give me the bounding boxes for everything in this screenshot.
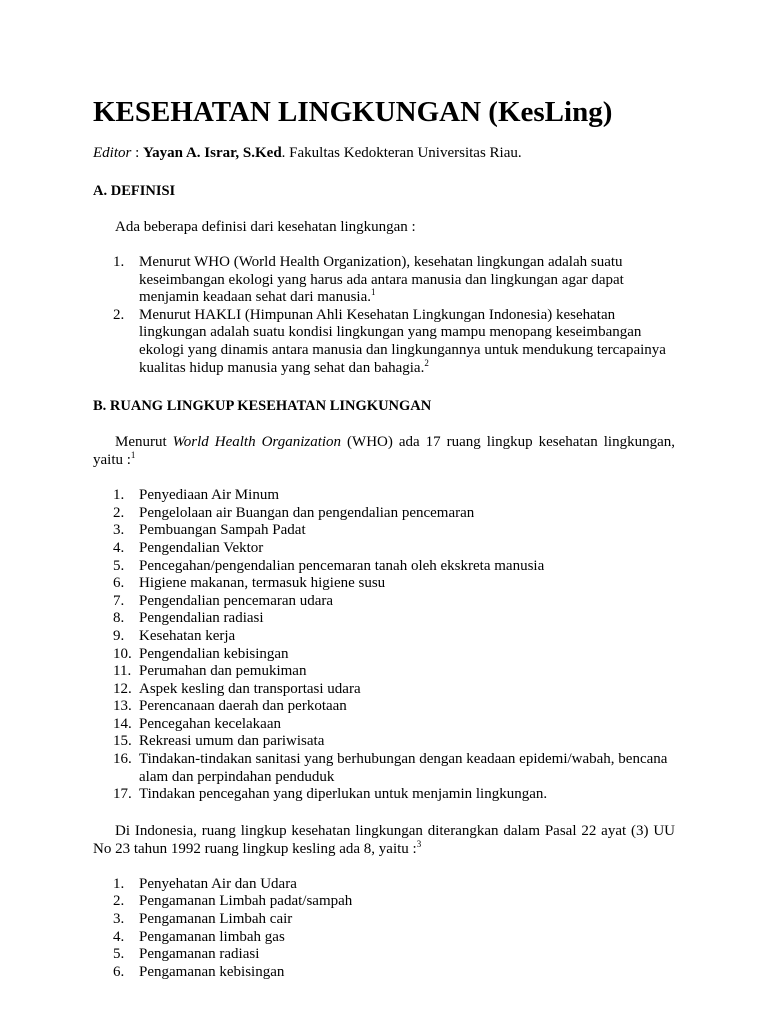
list-item — [93, 505, 675, 523]
list-item — [93, 929, 675, 947]
section-a-heading: A. DEFINISI — [93, 183, 176, 199]
list-item-text: Penyehatan Air dan Udara — [139, 875, 297, 892]
editor-label: Editor — [93, 145, 132, 161]
list-item-number: 6. — [113, 575, 125, 592]
list-item-number: 2. — [113, 893, 125, 910]
list-item-number: 13. — [113, 698, 132, 715]
footnote-ref: 3 — [416, 838, 422, 849]
list-item — [93, 575, 675, 593]
list-item-number: 3. — [113, 911, 125, 928]
list-item-text: Rekreasi umum dan pariwisata — [139, 733, 325, 750]
list-item — [93, 876, 675, 894]
list-item-number: 15. — [113, 733, 132, 750]
list-item — [93, 893, 675, 911]
list-item-text: Menurut WHO (World Health Organization), kesehatan lingkungan adalah suatu keseimbangan ekologi yang harus ada antara manusia dan lingkungan agar dapat menjamin keadaan sehat dari manusia. — [139, 254, 624, 306]
list-item — [93, 786, 675, 804]
indonesia-paragraph — [93, 822, 675, 858]
list-item — [93, 254, 675, 307]
section-b-intro-post: (WHO) ada 17 ruang lingkup kesehatan lingkungan, yaitu : — [93, 434, 675, 469]
list-item-number: 6. — [113, 963, 125, 980]
list-item-number: 7. — [113, 592, 125, 609]
list-item-number: 8. — [113, 610, 125, 627]
editor-separator: : — [131, 145, 144, 161]
section-b-heading: B. RUANG LINGKUP KESEHATAN LINGKUNGAN — [93, 398, 432, 415]
list-item-number: 11. — [113, 663, 132, 680]
list-item-text: Pengendalian kebisingan — [139, 645, 289, 662]
footnote-ref: 1 — [371, 287, 376, 298]
list-item-number: 5. — [113, 557, 125, 574]
list-item — [93, 487, 675, 505]
list-item — [93, 628, 675, 646]
list-item — [93, 610, 675, 628]
list-item-number: 10. — [113, 645, 132, 662]
list-item-number: 3. — [113, 522, 125, 539]
list-item-text: Pengendalian pencemaran udara — [139, 592, 334, 609]
list-item-text: Pengendalian radiasi — [139, 610, 264, 627]
list-item-number: 4. — [113, 928, 125, 945]
list-item — [93, 964, 675, 982]
list-item-number: 1. — [113, 487, 125, 504]
list-item — [93, 307, 675, 377]
who-scope-list — [93, 487, 675, 804]
list-item-text: Menurut HAKLI (Himpunan Ahli Kesehatan Lingkungan Indonesia) kesehatan lingkungan adalah suatu kondisi lingkungan yang mampu menopang keseimbangan ekologi yang dinamis antara manusia dan lingkungannya untuk mendukung tercapainya kualitas hidup manusia yang sehat dan bahagia. — [139, 306, 666, 376]
list-item-text: Higiene makanan, termasuk higiene susu — [139, 575, 386, 592]
list-item-text: Pengamanan Limbah padat/sampah — [139, 893, 353, 910]
list-item-text: Pencegahan/pengendalian pencemaran tanah oleh ekskreta manusia — [139, 557, 545, 574]
section-a-intro: Ada beberapa definisi dari kesehatan lingkungan : — [115, 219, 416, 235]
list-item — [93, 733, 675, 751]
list-item-text: Pengamanan Limbah cair — [139, 911, 293, 928]
list-item — [93, 522, 675, 540]
list-item — [93, 698, 675, 716]
list-item-number: 5. — [113, 946, 125, 963]
list-item — [93, 716, 675, 734]
list-item-number: 1. — [113, 875, 125, 892]
list-item-text: Pencegahan kecelakaan — [139, 715, 281, 732]
list-item-number: 17. — [113, 786, 132, 803]
definition-list — [93, 254, 675, 377]
footnote-ref: 2 — [424, 357, 429, 368]
list-item-number: 2. — [113, 306, 125, 323]
footnote-ref: 1 — [130, 450, 136, 461]
list-item-text: Tindakan-tindakan sanitasi yang berhubungan dengan keadaan epidemi/wabah, bencana alam dan perpindahan penduduk — [139, 751, 668, 785]
list-item — [93, 911, 675, 929]
list-item — [93, 646, 675, 664]
list-item-number: 1. — [113, 254, 125, 270]
indonesia-paragraph-text: Di Indonesia, ruang lingkup kesehatan lingkungan diterangkan dalam Pasal 22 ayat (3) UU No 23 tahun 1992 ruang lingkup kesling ada 8, yaitu : — [93, 822, 675, 857]
list-item-number: 2. — [113, 504, 125, 521]
list-item — [93, 540, 675, 558]
list-item-text: Pengamanan limbah gas — [139, 928, 285, 945]
section-b-intro-italic: World Health Organization — [172, 434, 342, 451]
editor-line — [93, 144, 675, 162]
list-item-text: Kesehatan kerja — [139, 627, 236, 644]
list-item-text: Pengelolaan air Buangan dan pengendalian pencemaran — [139, 504, 475, 521]
editor-name: Yayan A. Israr, S.Ked — [143, 145, 282, 161]
list-item-text: Aspek kesling dan transportasi udara — [139, 680, 361, 697]
indonesia-scope-list — [93, 876, 675, 982]
list-item-text: Perencanaan daerah dan perkotaan — [139, 698, 347, 715]
list-item-number: 4. — [113, 539, 125, 556]
list-item-text: Tindakan pencegahan yang diperlukan untuk menjamin lingkungan. — [139, 786, 548, 803]
section-b-intro — [93, 433, 675, 469]
list-item — [93, 593, 675, 611]
list-item-text: Pembuangan Sampah Padat — [139, 522, 306, 539]
list-item — [93, 681, 675, 699]
list-item — [93, 558, 675, 576]
list-item-number: 14. — [113, 715, 132, 732]
list-item-number: 16. — [113, 751, 132, 768]
list-item-text: Pengamanan kebisingan — [139, 963, 285, 980]
list-item-text: Pengendalian Vektor — [139, 539, 264, 556]
list-item-number: 9. — [113, 627, 125, 644]
list-item — [93, 751, 675, 786]
list-item-text: Perumahan dan pemukiman — [139, 663, 307, 680]
editor-affiliation: . Fakultas Kedokteran Universitas Riau. — [281, 145, 522, 161]
document-title: KESEHATAN LINGKUNGAN (KesLing) — [93, 96, 613, 128]
list-item-text: Pengamanan radiasi — [139, 946, 260, 963]
list-item — [93, 663, 675, 681]
list-item-text: Penyediaan Air Minum — [139, 487, 279, 504]
list-item-number: 12. — [113, 680, 132, 697]
section-b-intro-pre: Menurut — [115, 434, 173, 451]
list-item — [93, 946, 675, 964]
